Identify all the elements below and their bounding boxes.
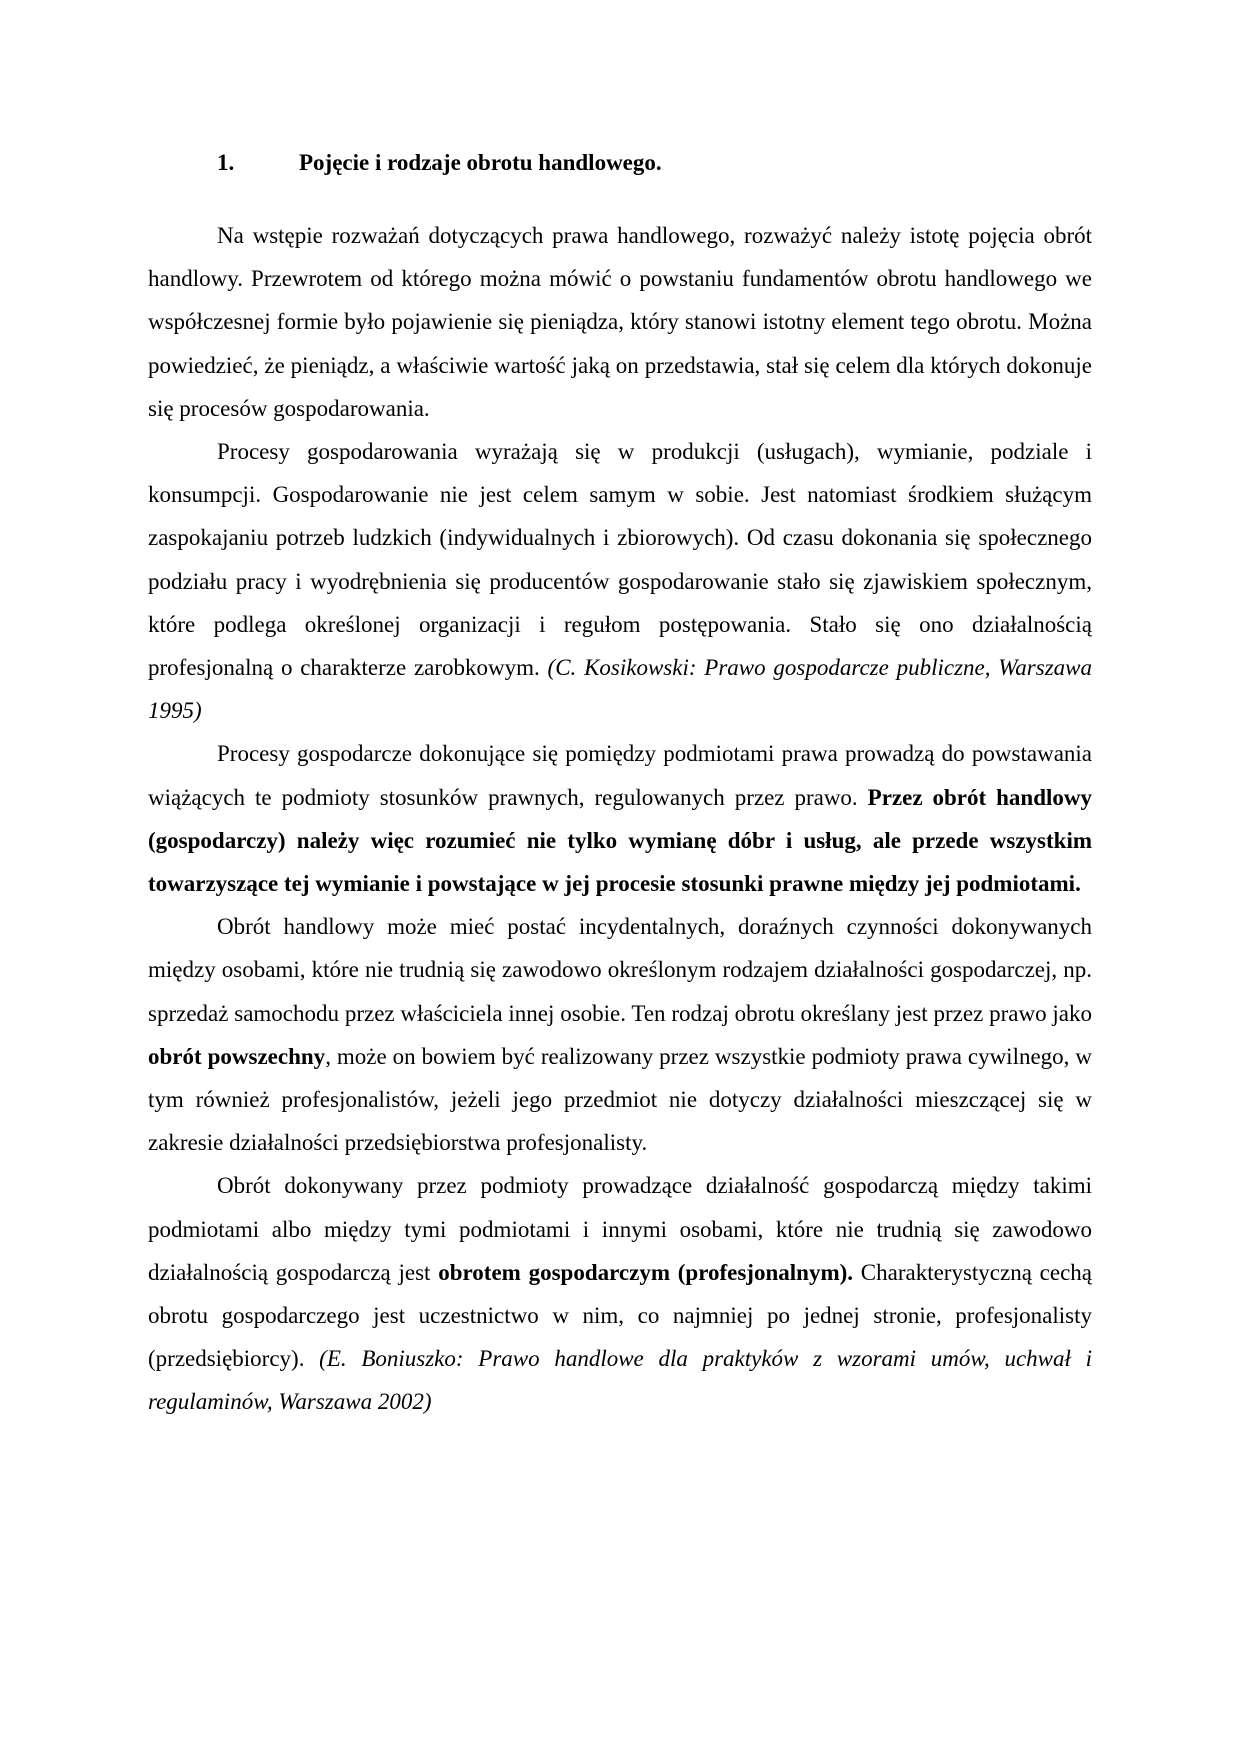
section-title: Pojęcie i rodzaje obrotu handlowego.: [299, 150, 662, 175]
definition-emphasis: Przez obrót handlowy (gospodarczy) należy więc rozumieć nie tylko wymianę dóbr i usług, ale przede wszystkim towarzyszące tej wymianie i powstające w jej procesie stosunki prawne między jej podmiotami.: [148, 784, 1092, 897]
term-emphasis: obrotem gospodarczym (profesjonalnym).: [438, 1259, 854, 1285]
paragraph-4: [148, 905, 1092, 1164]
paragraph-text: Charakterystyczną cechą obrotu gospodarczego jest uczestnictwo w nim, co najmniej po jednej stronie, profesjonalisty (przedsiębiorcy).: [148, 1259, 1093, 1372]
paragraph-text: Na wstępie rozważań dotyczących prawa handlowego, rozważyć należy istotę pojęcia obrót handlowy. Przewrotem od którego można mówić o powstaniu fundamentów obrotu handlowego we współczesnej formie było pojawienie się pieniądza, który stanowi istotny element tego obrotu. Można powiedzieć, że pieniądz, a właściwie wartość jaką on przedstawia, stał się celem dla których dokonuje się procesów gospodarowania.: [148, 223, 1092, 421]
paragraph-2: [148, 430, 1092, 732]
citation: (C. Kosikowski: Prawo gospodarcze publiczne, Warszawa 1995): [148, 655, 1092, 724]
citation: (E. Boniuszko: Prawo handlowe dla praktyków z wzorami umów, uchwał i regulaminów, Warszawa 2002): [148, 1346, 1092, 1415]
section-number: 1.: [217, 150, 235, 175]
paragraph-1: [148, 214, 1092, 430]
paragraph-3: [148, 732, 1092, 905]
paragraph-text: Obrót dokonywany przez podmioty prowadzące działalność gospodarczą między takimi podmiotami albo między tymi podmiotami i innymi osobami, które nie trudnią się zawodowo działalnością gospodarczą jest: [148, 1173, 1092, 1285]
paragraph-text: Procesy gospodarcze dokonujące się pomiędzy podmiotami prawa prowadzą do powstawania wiążących te podmioty stosunków prawnych, regulowanych przez prawo.: [148, 741, 1092, 810]
paragraph-text: Procesy gospodarowania wyrażają się w produkcji (usługach), wymianie, podziale i konsumpcji. Gospodarowanie nie jest celem samym w sobie. Jest natomiast środkiem służącym zaspokajaniu potrzeb ludzkich (indywidualnych i zbiorowych). Od czasu dokonania się społecznego podziału pracy i wyodrębnienia się producentów gospodarowanie stało się zjawiskiem społecznym, które podlega określonej organizacji i regułom postępowania. Stało się ono działalnością profesjonalną o charakterze zarobkowym.: [148, 439, 1092, 681]
term-emphasis: obrót powszechny: [148, 1043, 326, 1069]
paragraph-5: [148, 1164, 1092, 1423]
paragraph-text: Obrót handlowy może mieć postać incydentalnych, doraźnych czynności dokonywanych między osobami, które nie trudnią się zawodowo określonym rodzajem działalności gospodarczej, np. sprzedaż samochodu przez właściciela innej osobie. Ten rodzaj obrotu określany jest przez prawo jako: [148, 914, 1092, 1026]
paragraph-text: , może on bowiem być realizowany przez wszystkie podmioty prawa cywilnego, w tym również profesjonalistów, jeżeli jego przedmiot nie dotyczy działalności mieszczącej się w zakresie działalności przedsiębiorstwa profesjonalisty.: [148, 1043, 1092, 1156]
section-heading: [217, 148, 1092, 178]
